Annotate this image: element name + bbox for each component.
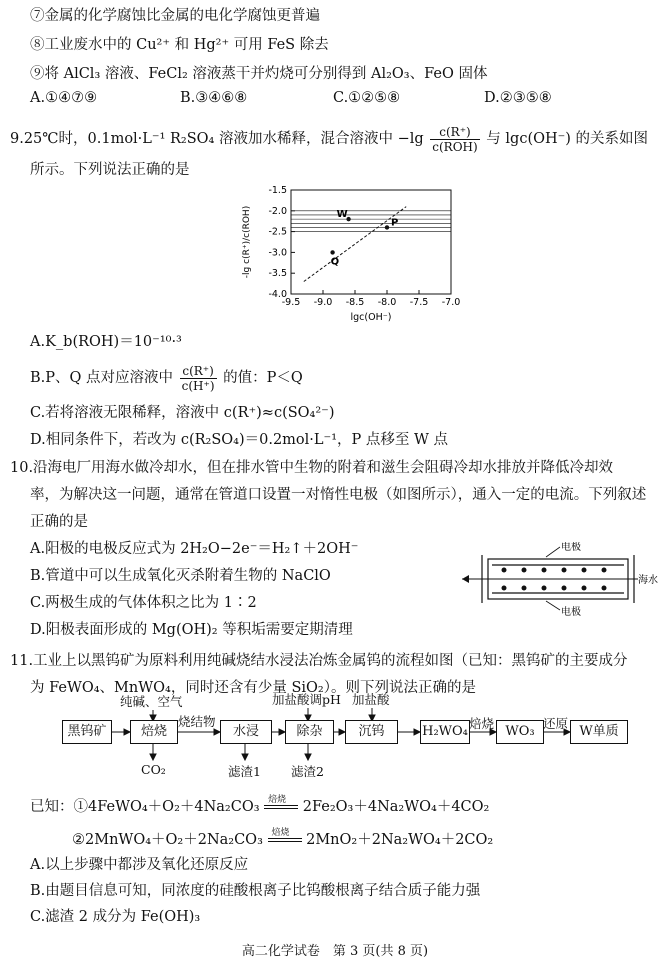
statement-8: ⑧工业废水中的 Cu²⁺ 和 Hg²⁺ 可用 FeS 除去	[30, 37, 329, 53]
equation-2	[72, 830, 493, 850]
eq2-condition	[268, 828, 302, 847]
equation-1	[30, 797, 489, 817]
eq1-condition-text: 焙烧	[268, 795, 287, 805]
statement-7: ⑦金属的化学腐蚀比金属的电化学腐蚀更普遍	[30, 8, 320, 24]
q9-frac-den: c(ROH)	[432, 139, 478, 154]
q10-stem-3: 正确的是	[30, 514, 88, 530]
flow-top-label-3: 加盐酸	[352, 692, 390, 707]
flow-box-leach: 水浸	[220, 720, 272, 744]
q8-option-d[interactable]: D.②③⑤⑧	[484, 90, 552, 106]
q8-option-a[interactable]: A.①④⑦⑨	[30, 90, 98, 106]
q11-option-a[interactable]: A.以上步骤中都涉及氧化还原反应	[30, 857, 249, 873]
y-tick-label: -1.5	[268, 185, 287, 196]
electrode-bottom-label: 电极	[561, 607, 581, 617]
point-p	[385, 225, 389, 229]
x-tick-label: -9.5	[281, 297, 301, 308]
q9-option-b[interactable]	[30, 362, 303, 394]
plot-frame	[291, 190, 451, 294]
eq2-condition-text: 焙烧	[271, 828, 290, 838]
point-q	[330, 250, 334, 254]
q11-stem-2: 为 FeWO₄、MnWO₄，同时还含有少量 SiO₂）。则下列说法正确的是	[30, 680, 476, 696]
q11-stem-1: 11.工业上以黑钨矿为原料利用纯碱烧结水浸法冶炼金属钨的流程如图（已知：黑钨矿的主要成分	[10, 653, 628, 669]
y-tick-label: -4.0	[268, 289, 287, 300]
q10-option-d[interactable]: D.阳极表面形成的 Mg(OH)₂ 等积垢需要定期清理	[30, 622, 353, 638]
flow-arrows	[0, 700, 670, 790]
q9-stem-a: 9.25℃时，0.1mol·L⁻¹ R₂SO₄ 溶液加水稀释，混合溶液中 −lg	[10, 131, 424, 147]
q9-option-c[interactable]: C.若将溶液无限稀释，溶液中 c(R⁺)≈c(SO₄²⁻)	[30, 405, 335, 421]
eq2-equals	[268, 838, 302, 842]
q11-option-b[interactable]: B.由题目信息可知，同浓度的硅酸根离子比钨酸根离子结合质子能力强	[30, 883, 481, 899]
flow-top-label-2: 加盐酸调pH	[272, 692, 341, 707]
q9-option-b-a: B.P、Q 点对应溶液中	[30, 370, 174, 386]
eq1-equals	[264, 805, 298, 809]
flow-box-wo3: WO₃	[496, 720, 544, 744]
point-label-w: W	[336, 209, 348, 221]
x-tick-label: -9.0	[313, 297, 333, 308]
y-tick-label: -3.5	[268, 268, 287, 280]
flow-top-label-1: 纯碱、空气	[120, 694, 183, 709]
flow-box-precipitate: 沉钨	[345, 720, 398, 744]
flow-box-purify: 除杂	[285, 720, 334, 744]
known-prefix: 已知：	[30, 799, 74, 815]
flow-box-tungsten: W单质	[570, 720, 628, 744]
q9-stem-b: 与 lgc(OH⁻) 的关系如图	[486, 131, 649, 147]
q9-option-d[interactable]: D.相同条件下，若改为 c(R₂SO₄)＝0.2mol·L⁻¹，P 点移至 W 点	[30, 432, 448, 448]
q11-option-c[interactable]: C.滤渣 2 成分为 Fe(OH)₃	[30, 909, 201, 925]
y-tick-label: -3.0	[268, 247, 287, 259]
q9-chart	[225, 182, 475, 330]
flow-arrow-label-1: 烧结物	[178, 714, 216, 729]
q10-stem-1: 10.沿海电厂用海水做冷却水，但在排水管中生物的附着和滋生会阻碍冷却水排放并降低冷却效	[10, 460, 614, 476]
q9-option-b-den: c(H⁺)	[181, 378, 215, 393]
x-tick-label: -8.0	[377, 297, 397, 308]
q8-option-b[interactable]: B.③④⑥⑧	[180, 90, 248, 106]
flow-box-h2wo4: H₂WO₄	[420, 720, 470, 744]
electrode-top-label: 电极	[561, 542, 581, 553]
flow-arrow-label-2: 焙烧	[469, 716, 495, 731]
eq2-right: 2MnO₂＋2Na₂WO₄＋2CO₂	[306, 832, 494, 848]
x-tick-label: -7.0	[441, 297, 461, 308]
q9-stem	[10, 122, 648, 156]
q9-option-a[interactable]: A.K_b(ROH)＝10⁻¹⁰·³	[30, 334, 182, 350]
eq1-left: ①4FeWO₄＋O₂＋4Na₂CO₃	[73, 799, 260, 815]
q10-option-a[interactable]: A.阳极的电极反应式为 2H₂O−2e⁻＝H₂↑＋2OH⁻	[30, 541, 359, 557]
q9-option-b-frac	[180, 364, 217, 393]
eq1-right: 2Fe₂O₃＋4Na₂WO₄＋4CO₂	[302, 799, 490, 815]
q10-stem-2: 率，为解决这一问题，通常在管道口设置一对惰性电极（如图所示），通入一定的电流。下列叙述	[30, 487, 647, 503]
page-footer: 高二化学试卷 第 3 页(共 8 页)	[241, 944, 429, 959]
q11-flowchart	[0, 692, 670, 790]
seawater-label: 海水	[638, 575, 658, 586]
point-label-p: P	[391, 217, 399, 229]
q9-stem-c: 所示。下列说法正确的是	[30, 162, 190, 178]
point-label-q: Q	[330, 256, 340, 268]
x-tick-label: -8.5	[345, 297, 365, 308]
flow-bottom-label-residue1: 滤渣1	[228, 764, 261, 779]
y-tick-label: -2.5	[268, 226, 287, 238]
flow-bottom-label-co2: CO₂	[141, 762, 166, 777]
q9-option-b-num: c(R⁺)	[180, 364, 217, 379]
flow-box-roast: 焙烧	[130, 720, 178, 744]
y-axis-label: -lg c(R⁺)/c(ROH)	[242, 205, 252, 279]
x-tick-label: -7.5	[409, 297, 429, 308]
flow-arrow-label-3: 还原	[543, 716, 569, 731]
x-axis-label: lgc(OH⁻)	[350, 312, 392, 323]
q9-frac-num: c(R⁺)	[430, 125, 479, 140]
q8-option-c[interactable]: C.①②⑤⑧	[333, 90, 401, 106]
q10-pipe-figure	[460, 542, 660, 617]
y-tick-label: -2.0	[268, 205, 287, 217]
flow-bottom-label-residue2: 滤渣2	[291, 764, 324, 779]
eq1-condition	[264, 795, 298, 814]
eq2-left: ②2MnWO₄＋O₂＋2Na₂CO₃	[72, 832, 263, 848]
q10-option-c[interactable]: C.两极生成的气体体积之比为 1∶2	[30, 595, 257, 611]
q9-fraction	[430, 125, 479, 154]
flow-box-ore: 黑钨矿	[62, 720, 112, 744]
statement-9: ⑨将 AlCl₃ 溶液、FeCl₂ 溶液蒸干并灼烧可分别得到 Al₂O₃、FeO 固体	[30, 66, 488, 82]
q10-option-b[interactable]: B.管道中可以生成氧化灭杀附着生物的 NaClO	[30, 568, 331, 584]
q9-option-b-b: 的值：P＜Q	[223, 370, 303, 386]
